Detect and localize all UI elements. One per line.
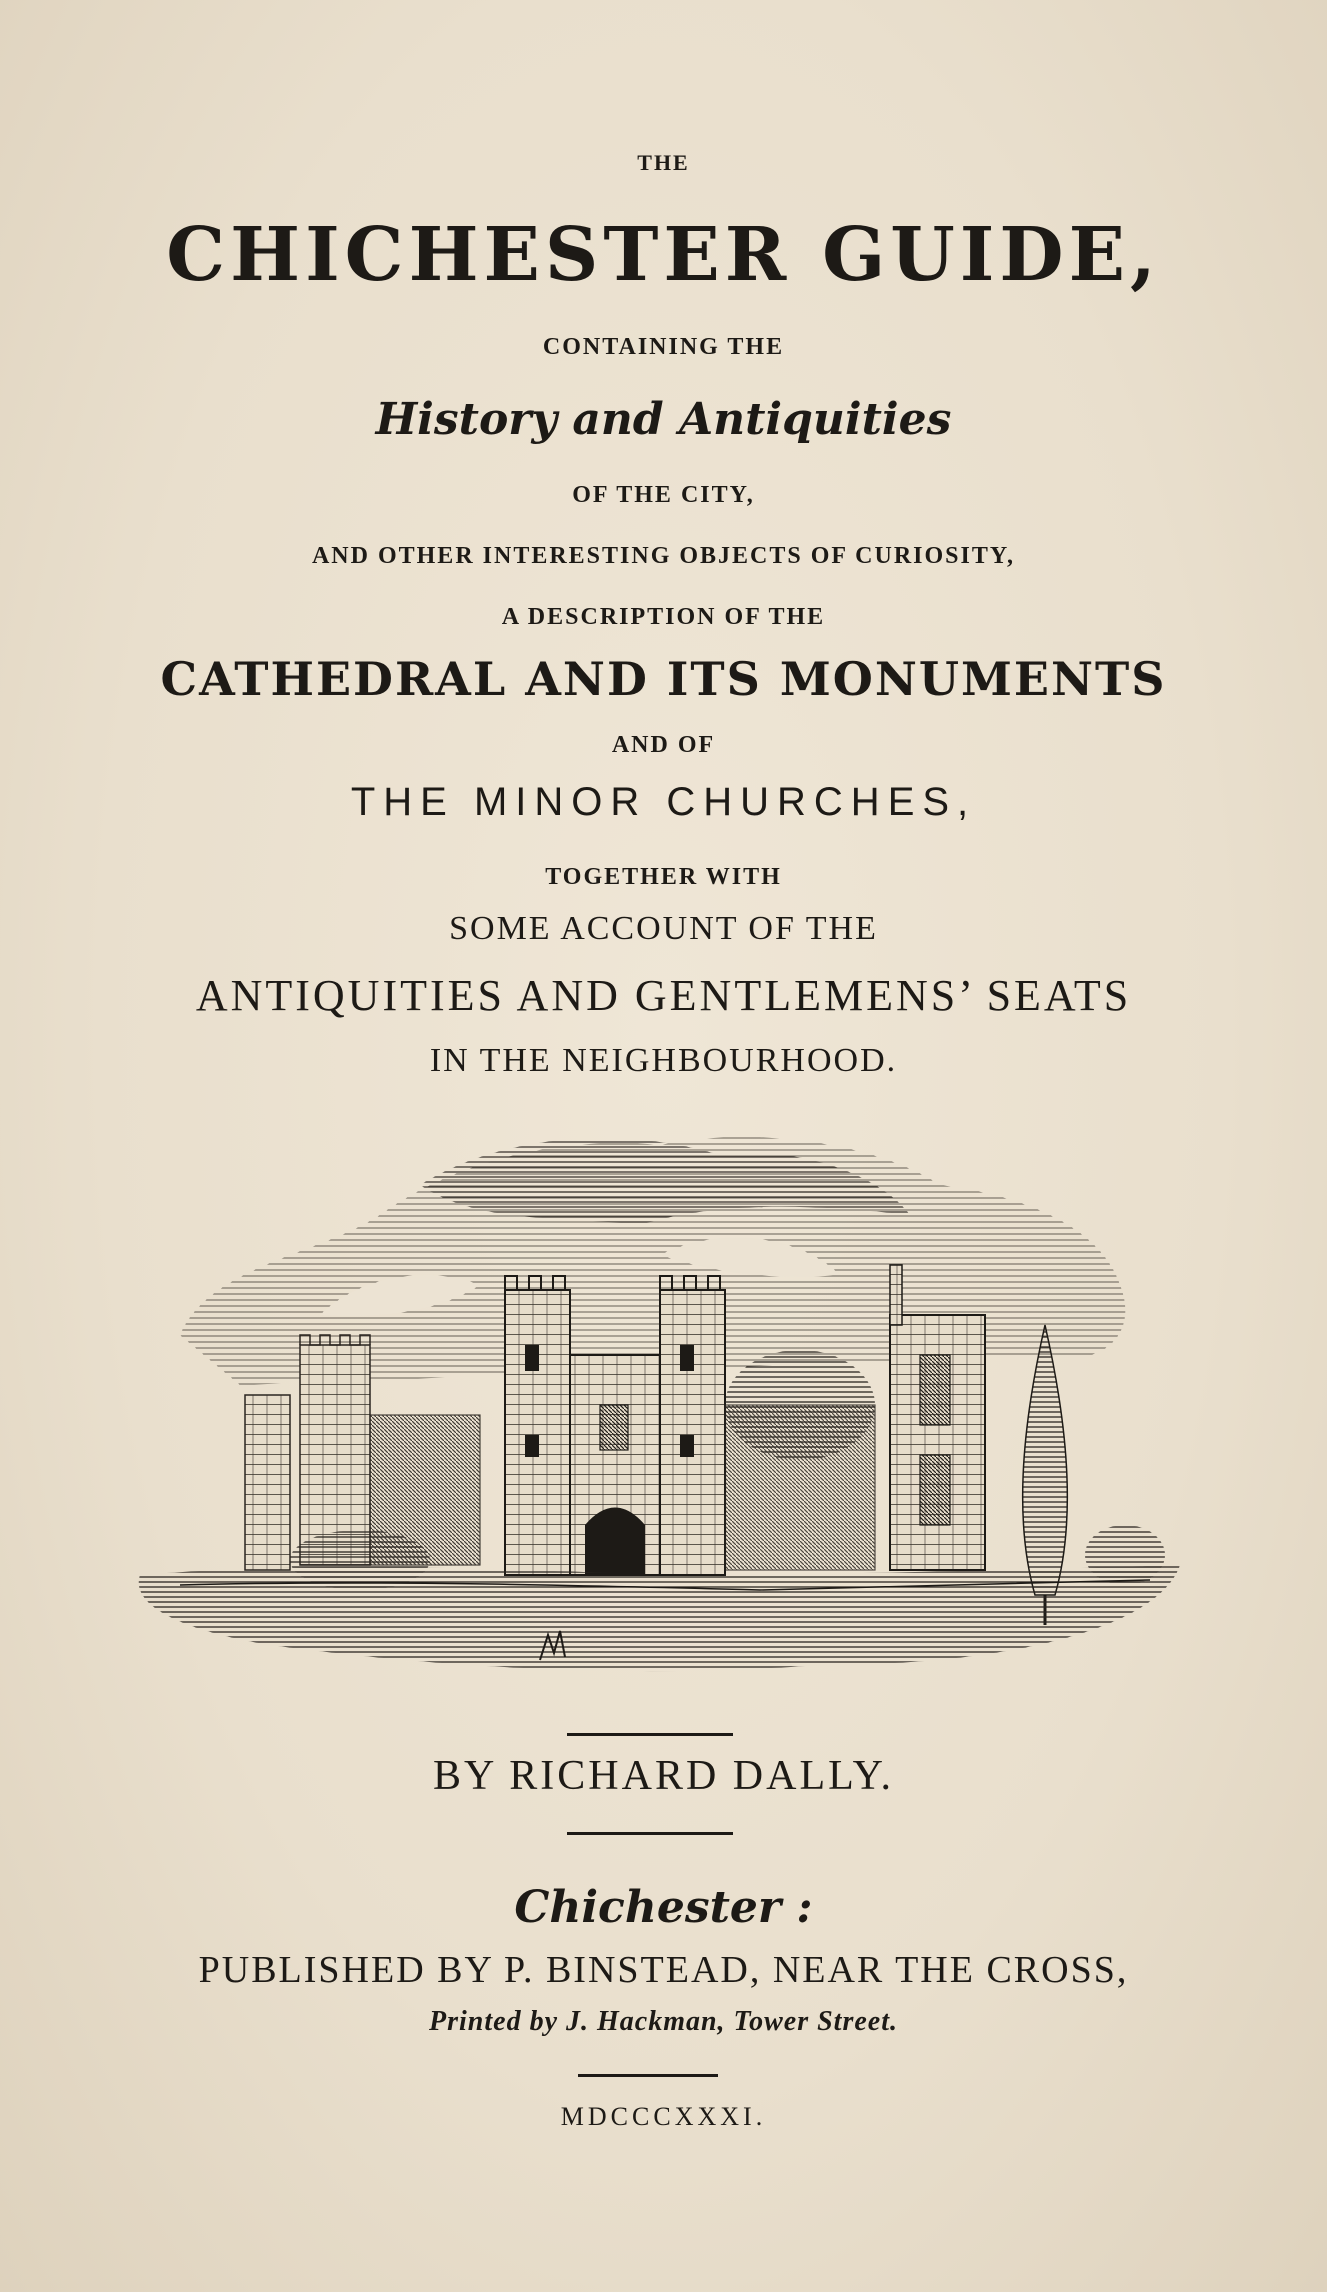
subtitle-minor-churches: THE MINOR CHURCHES, bbox=[350, 780, 977, 824]
divider-middle bbox=[567, 1832, 733, 1835]
subtitle-of-city: OF THE CITY, bbox=[572, 482, 755, 508]
imprint-publisher: PUBLISHED BY P. BINSTEAD, NEAR THE CROSS, bbox=[198, 1949, 1129, 1991]
main-title: CHICHESTER GUIDE, bbox=[166, 212, 1161, 298]
author-line: BY RICHARD DALLY. bbox=[433, 1753, 894, 1799]
engraving-castle-ruins bbox=[120, 1105, 1210, 1695]
title-the: THE bbox=[637, 150, 690, 175]
subtitle-description: A DESCRIPTION OF THE bbox=[501, 604, 826, 630]
subtitle-together: TOGETHER WITH bbox=[545, 864, 782, 890]
subtitle-and-of: AND OF bbox=[611, 732, 716, 758]
subtitle-neighbourhood: IN THE NEIGHBOURHOOD. bbox=[429, 1042, 898, 1079]
imprint-printer: Printed by J. Hackman, Tower Street. bbox=[429, 2006, 898, 2037]
subtitle-containing: CONTAINING THE bbox=[542, 334, 785, 360]
subtitle-antiquities: ANTIQUITIES AND GENTLEMENS’ SEATS bbox=[195, 971, 1132, 1020]
subtitle-cathedral: CATHEDRAL AND ITS MONUMENTS bbox=[160, 652, 1167, 706]
imprint-year: MDCCCXXXI. bbox=[560, 2102, 767, 2131]
imprint-place: Chichester : bbox=[514, 1882, 813, 1933]
subtitle-other-objects: AND OTHER INTERESTING OBJECTS OF CURIOSITY, bbox=[311, 543, 1016, 569]
subtitle-history: History and Antiquities bbox=[375, 394, 952, 445]
subtitle-some-account: SOME ACCOUNT OF THE bbox=[449, 910, 878, 947]
divider-bottom bbox=[578, 2074, 718, 2077]
divider-top bbox=[567, 1733, 733, 1736]
